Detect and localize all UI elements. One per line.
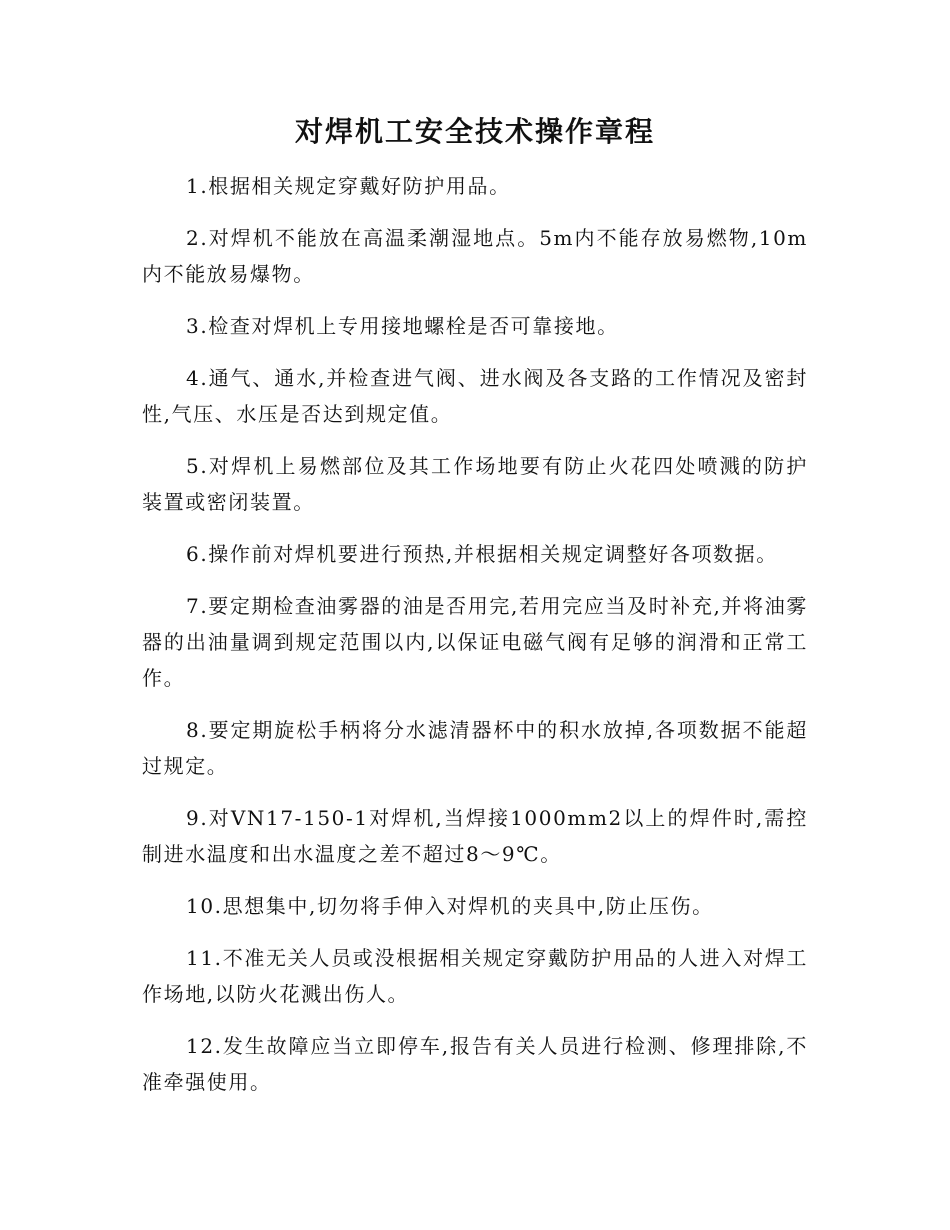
- paragraph-10: 10.思想集中,切勿将手伸入对焊机的夹具中,防止压伤。: [186, 894, 714, 918]
- paragraph-1: 1.根据相关规定穿戴好防护用品。: [186, 174, 511, 198]
- paragraph-8: 8.要定期旋松手柄将分水滤清器杯中的积水放掉,各项数据不能超过规定。: [142, 718, 808, 778]
- paragraph-3: 3.检查对焊机上专用接地螺栓是否可靠接地。: [186, 314, 619, 338]
- paragraph-12: 12.发生故障应当立即停车,报告有关人员进行检测、修理排除,不准牵强使用。: [142, 1034, 808, 1094]
- paragraph-11: 11.不准无关人员或没根据相关规定穿戴防护用品的人进入对焊工作场地,以防火花溅出伤人。: [142, 946, 808, 1006]
- paragraph-6: 6.操作前对焊机要进行预热,并根据相关规定调整好各项数据。: [186, 542, 778, 566]
- paragraph-2: 2.对焊机不能放在高温柔潮湿地点。5m内不能存放易燃物,10m内不能放易爆物。: [142, 226, 808, 286]
- paragraph-5: 5.对焊机上易燃部位及其工作场地要有防止火花四处喷溅的防护装置或密闭装置。: [142, 454, 808, 514]
- paragraph-7: 7.要定期检查油雾器的油是否用完,若用完应当及时补充,并将油雾器的出油量调到规定范围以内,以保证电磁气阀有足够的润滑和正常工作。: [142, 594, 808, 690]
- paragraph-9: 9.对VN17-150-1对焊机,当焊接1000mm2以上的焊件时,需控制进水温度和出水温度之差不超过8～9℃。: [142, 806, 808, 866]
- document-body: [142, 168, 808, 1116]
- document-title: 对焊机工安全技术操作章程: [294, 115, 655, 148]
- paragraph-4: 4.通气、通水,并检查进气阀、进水阀及各支路的工作情况及密封性,气压、水压是否达到规定值。: [142, 366, 808, 426]
